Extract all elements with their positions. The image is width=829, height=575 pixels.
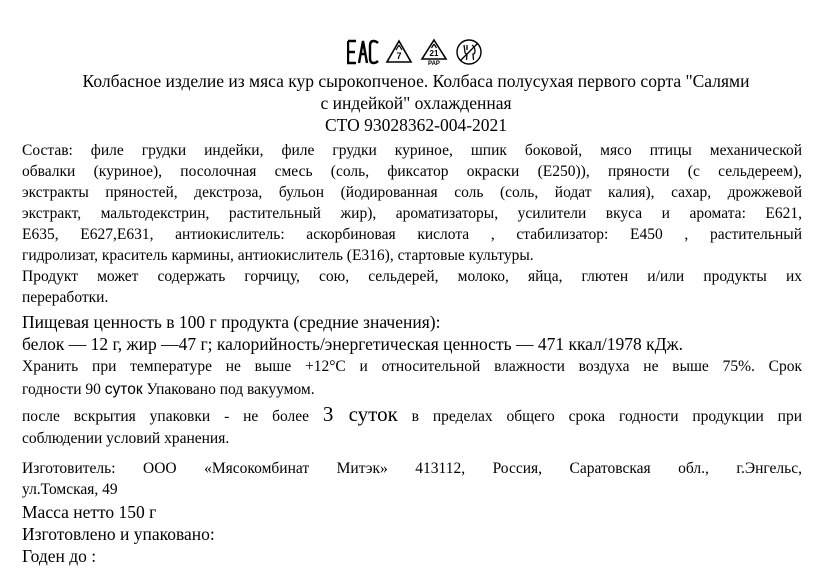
vacuum-note: Упаковано под вакуумом. [142,381,315,398]
production-date-label: Изготовлено и упаковано: [22,524,215,544]
certification-icons [347,38,483,66]
after-opening-line-2: соблюдении условий хранения. [22,430,230,447]
standard-number: СТО 93028362-004-2021 [324,115,508,135]
manufacturer-block [22,458,802,500]
nutrition-block [22,311,802,355]
storage-line-2 [22,379,802,400]
manufacturer-line-1: Изготовитель: ООО «Мясокомбинат Митэк» 413112, Россия, Саратовская обл., г.Энгельс, [22,460,802,477]
pap-21-recycle-icon [419,38,449,66]
title-line-1: Колбасное изделие из мяса кур сырокопченое. Колбаса полусухая первого сорта "Салями [82,71,750,91]
nutrition-heading: Пищевая ценность в 100 г продукта (средние значения): [22,312,441,332]
title-line-2: с индейкой" охлажденная [320,93,512,113]
best-before-label: Годен до : [22,546,97,566]
net-mass: Масса нетто 150 г [22,502,157,522]
shelf-life-prefix: годности 90 [22,381,105,398]
nutrition-values: белок — 12 г, жир —47 г; калорийность/энергетическая ценность — 471 ккал/1978 кДж. [22,334,683,354]
shelf-life-unit: суток [104,381,143,398]
eac-mark-icon [347,39,379,65]
after-opening-prefix: после вскрытия упаковки - не более [22,408,323,425]
product-title [20,70,812,136]
manufacturer-line-2: ул.Томская, 49 [22,481,118,498]
after-opening-suffix: в пределах общего срока годности продукции при [397,408,802,425]
composition-line: обвалки (куриное), посолочная смесь (соль, фиксатор окраски (Е250)), пряности (с сельдереем), [22,163,802,180]
recycle-7-icon [385,39,413,65]
after-opening-block [22,404,802,449]
footer-block [22,501,802,567]
pap-label: PAP [428,61,440,66]
pap-number: 21 [429,49,439,58]
composition-line: Е635, Е627,Е631, антиокислитель: аскорбиновая кислота , стабилизатор: Е450 , растительный [22,226,802,243]
composition-line: экстракты пряностей, декстроза, бульон (йодированная соль (соль, йодат калия), сахар, дрожжевой [22,184,802,201]
composition-block [22,140,802,266]
allergens-line-2: переработки. [22,289,109,306]
composition-line: гидролизат, краситель кармины, антиокислитель (Е316), стартовые культуры. [22,247,534,264]
storage-block [22,356,802,400]
recycle-number: 7 [396,51,402,61]
food-safe-icon [455,38,483,66]
composition-line: экстракт, мальтодекстрин, растительный жир), ароматизаторы, усилители вкуса и аромата: Е621, [22,205,802,222]
allergens-block [22,266,802,308]
after-opening-line-1 [22,404,802,427]
after-opening-period: 3 суток [322,402,398,426]
allergens-line-1: Продукт может содержать горчицу, сою, сельдерей, молоко, яйца, глютен и/или продукты их [22,268,802,285]
composition-line: Состав: филе грудки индейки, филе грудки куриное, шпик боковой, мясо птицы механической [22,142,802,159]
storage-line-1: Хранить при температуре не выше +12°С и относительной влажности воздуха не выше 75%. Срок [22,358,802,375]
